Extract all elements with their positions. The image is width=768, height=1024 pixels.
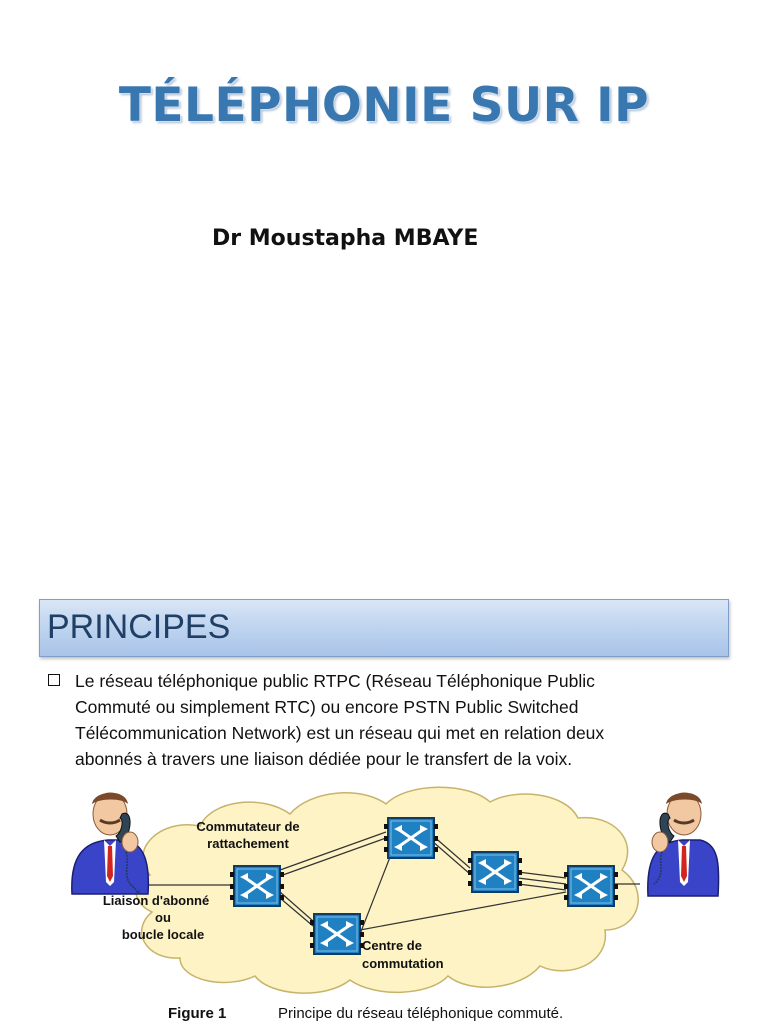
label-liaison-line3: boucle locale (121, 927, 205, 942)
bullet-paragraph (75, 668, 725, 772)
bullet-line: Le réseau téléphonique public RTPC (Réseau Téléphonique Public (75, 671, 595, 691)
label-centre-line1: Centre de (362, 938, 422, 953)
slide-title: TÉLÉPHONIE SUR IP (118, 78, 650, 133)
switch-icon (310, 914, 364, 954)
subscriber-left-icon (72, 793, 149, 894)
subscriber-right-icon (648, 793, 719, 896)
section-title: PRINCIPES (47, 608, 231, 646)
switch-icon (230, 866, 284, 906)
bullet-line: abonnés à travers une liaison dédiée pour le transfert de la voix. (75, 749, 573, 769)
checkbox-bullet-icon (48, 674, 60, 686)
bullet-line: Télécommunication Network) est un réseau qui met en relation deux (75, 723, 605, 743)
label-commutateur-line2: rattachement (207, 836, 289, 851)
switch-icon (564, 866, 618, 906)
label-commutateur-line1: Commutateur de (196, 819, 300, 834)
author-name: Dr Moustapha MBAYE (212, 226, 479, 251)
network-diagram (0, 780, 768, 1024)
figure-number: Figure 1 (168, 1005, 227, 1022)
switch-icon (384, 818, 438, 858)
label-centre-line2: commutation (362, 956, 444, 971)
bullet-line: Commuté ou simplement RTC) ou encore PSTN Public Switched (75, 697, 579, 717)
label-liaison-line1: Liaison d'abonné (102, 893, 210, 908)
figure-caption: Principe du réseau téléphonique commuté. (278, 1005, 564, 1022)
section-header[interactable] (39, 599, 729, 657)
switch-icon (468, 852, 522, 892)
label-liaison-line2: ou (155, 910, 171, 925)
